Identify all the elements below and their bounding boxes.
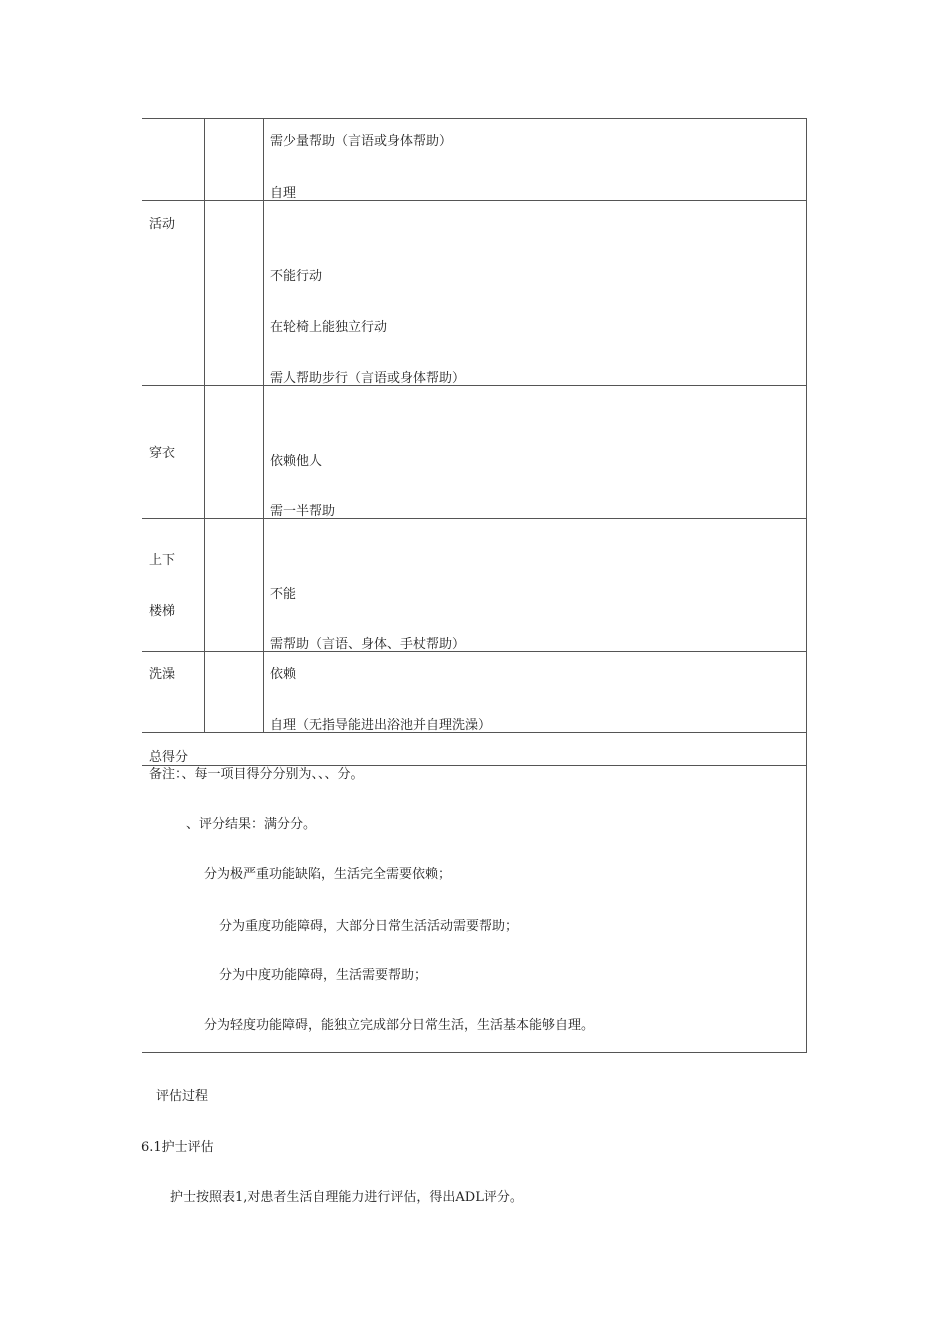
table-cell-option: 需一半帮助 <box>270 504 336 519</box>
table-cell-option: 需帮助（言语、身体、手杖帮助） <box>270 637 466 652</box>
table-cell-option: 自理 <box>270 186 297 201</box>
table-cell-item: 上下 <box>149 553 176 568</box>
table-cell-item: 穿衣 <box>149 446 176 461</box>
table-note: 、评分结果：满分分。 <box>186 817 317 832</box>
section-title: 评估过程 <box>156 1089 209 1104</box>
row-divider <box>142 651 807 652</box>
table-cell-item: 洗澡 <box>149 667 176 682</box>
row-divider <box>142 385 807 386</box>
table-cell-option: 需人帮助步行（言语或身体帮助） <box>270 371 466 386</box>
row-divider <box>142 200 807 201</box>
table-note: 分为极严重功能缺陷，生活完全需要依赖； <box>204 867 452 882</box>
row-divider <box>142 765 807 766</box>
table-cell-option: 不能行动 <box>270 269 323 284</box>
table-cell-option: 需少量帮助（言语或身体帮助） <box>270 134 453 149</box>
subsection-title: 6.1护士评估 <box>141 1140 214 1155</box>
table-cell-option: 自理（无指导能进出浴池并自理洗澡） <box>270 718 492 733</box>
table-cell-option: 在轮椅上能独立行动 <box>270 320 388 335</box>
table-note: 分为重度功能障碍，大部分日常生活活动需要帮助； <box>219 919 519 934</box>
column-divider <box>263 118 264 732</box>
total-score-label: 总得分 <box>149 750 189 765</box>
body-paragraph: 护士按照表1,对患者生活自理能力进行评估，得出ADL评分。 <box>170 1190 523 1205</box>
table-cell-option: 不能 <box>270 587 297 602</box>
table-cell-option: 依赖他人 <box>270 454 323 469</box>
table-note: 备注：、每一项目得分分别为、、、分。 <box>149 767 364 782</box>
row-divider <box>142 518 807 519</box>
table-border <box>142 118 807 119</box>
table-border <box>806 118 807 1053</box>
column-divider <box>204 118 205 732</box>
table-cell-item: 活动 <box>149 217 176 232</box>
table-border <box>142 1052 807 1053</box>
table-cell-item: 楼梯 <box>149 604 176 619</box>
table-note: 分为轻度功能障碍，能独立完成部分日常生活，生活基本能够自理。 <box>204 1018 595 1033</box>
table-cell-option: 依赖 <box>270 667 297 682</box>
table-note: 分为中度功能障碍，生活需要帮助； <box>219 968 428 983</box>
